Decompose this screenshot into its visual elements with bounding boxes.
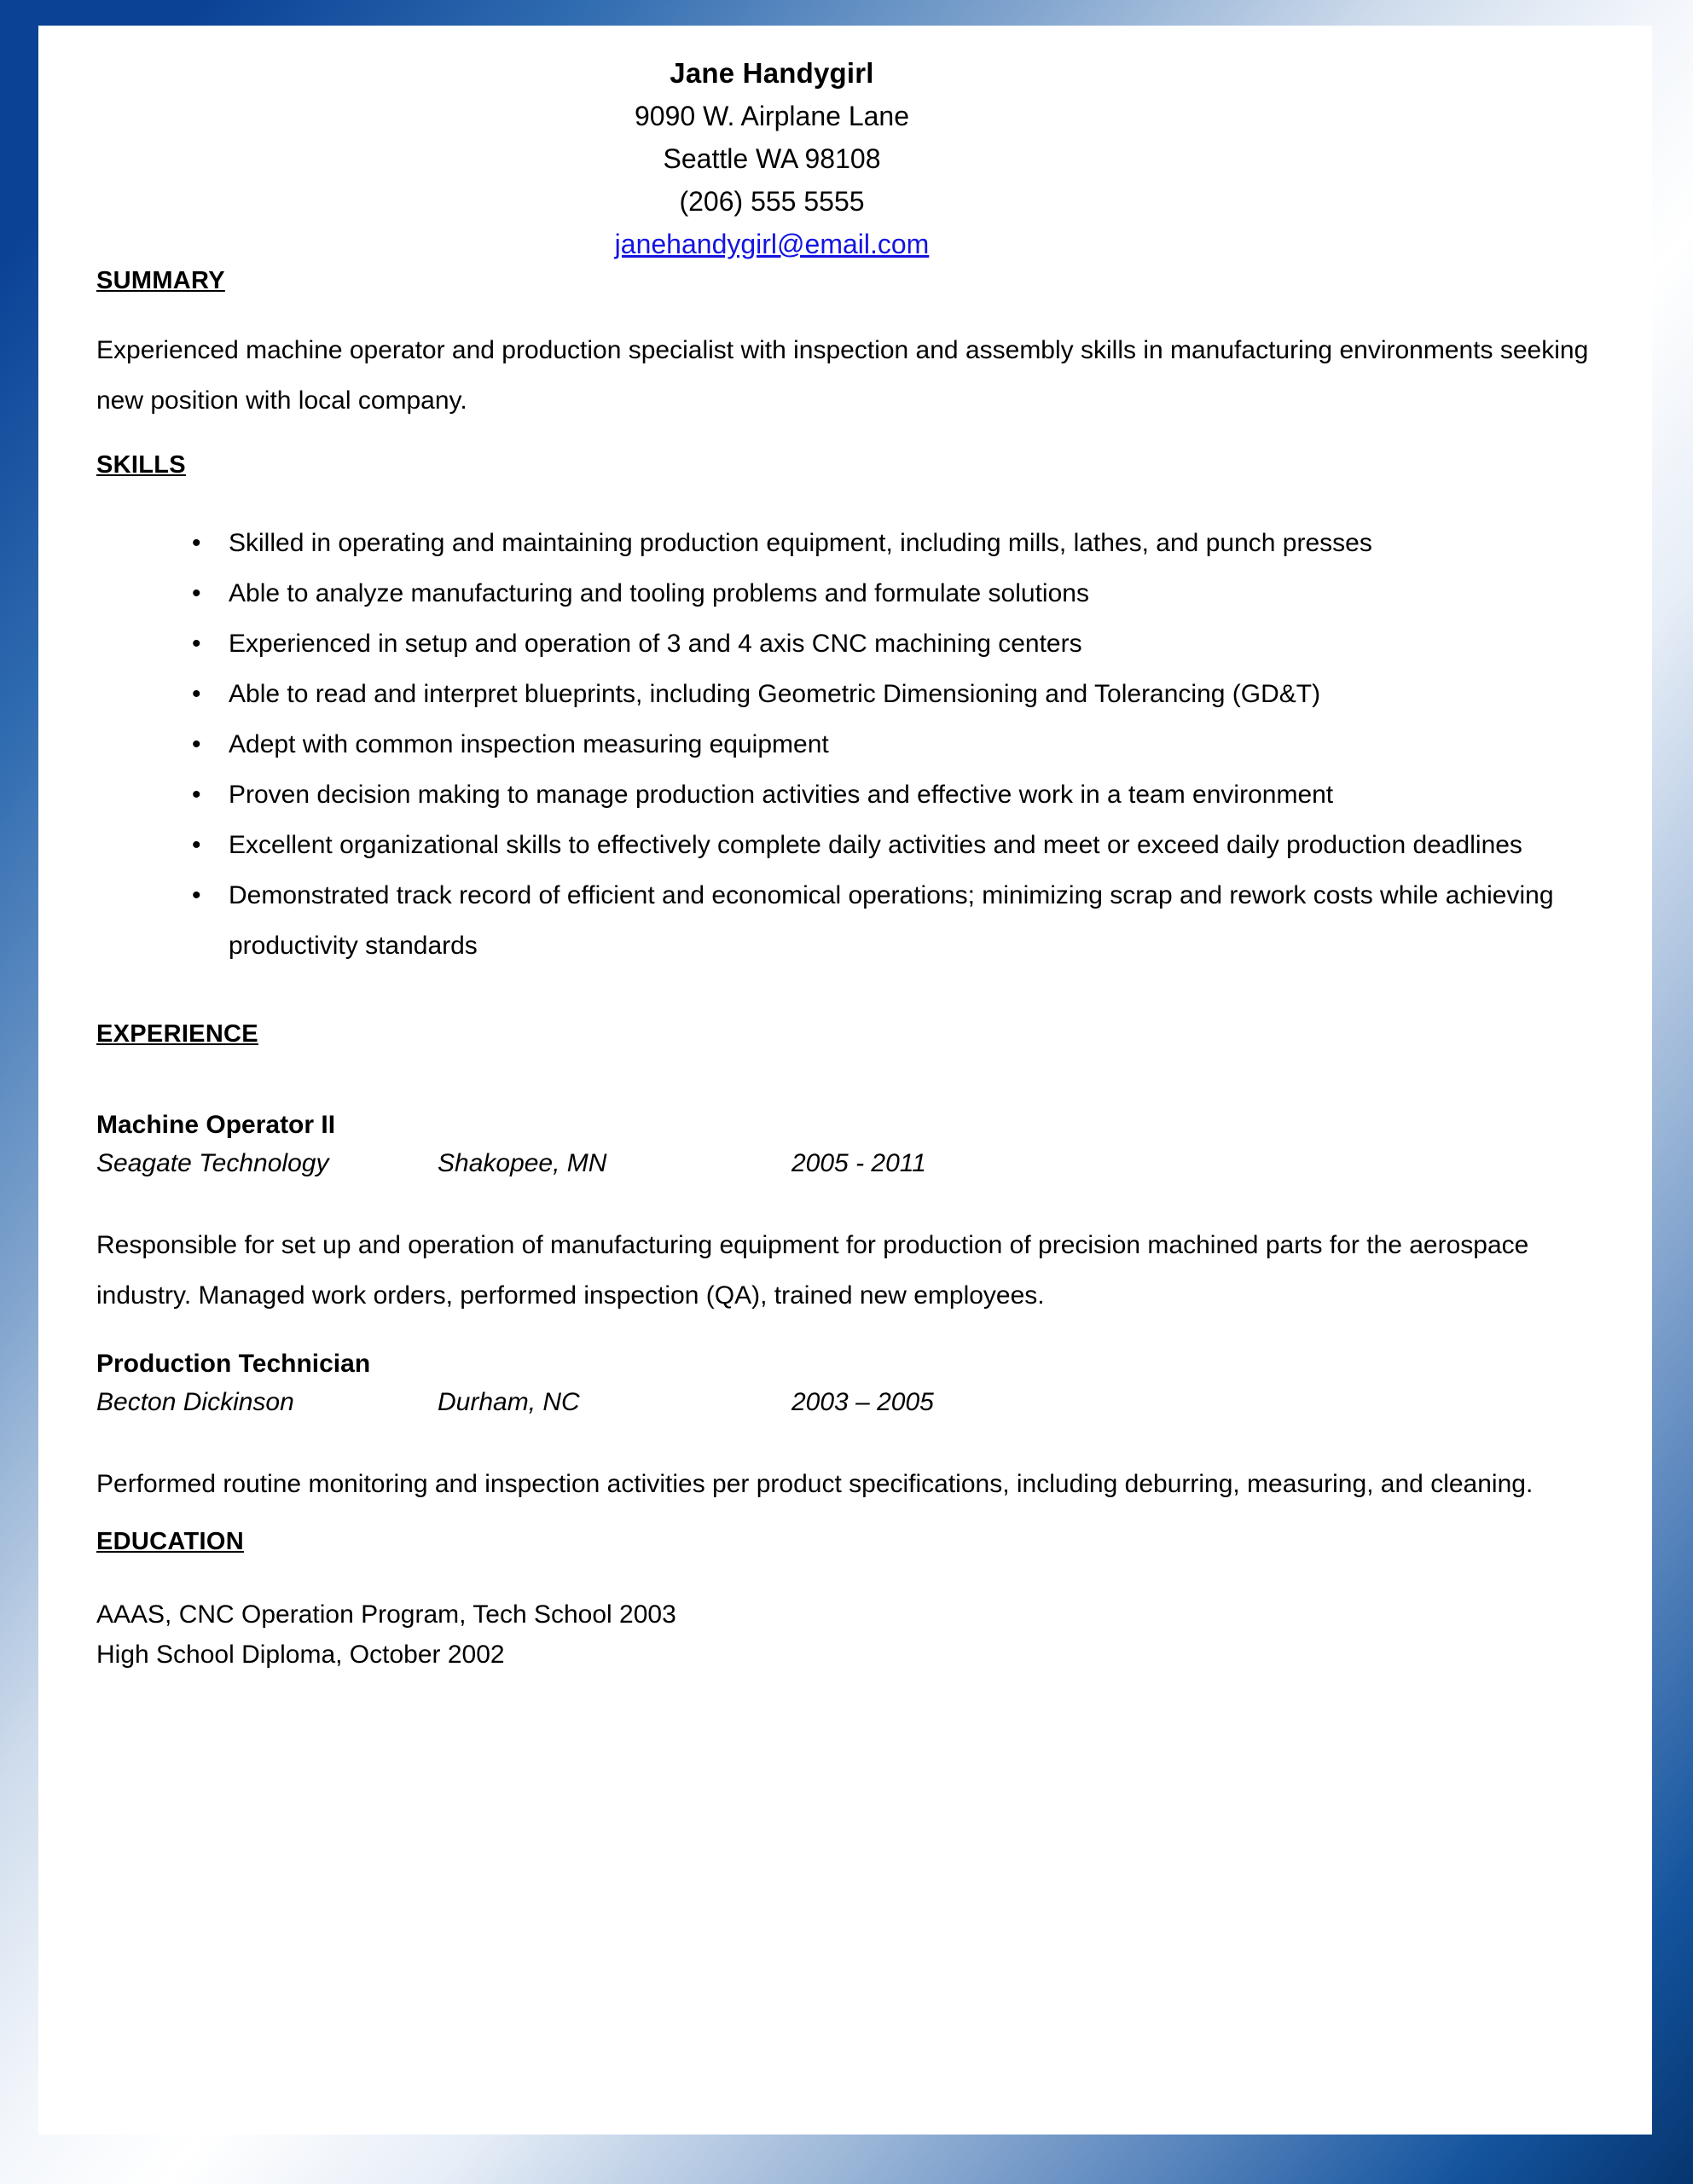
experience-entry: [96, 1106, 1601, 1321]
job-title: Machine Operator II: [96, 1111, 336, 1139]
list-item: • Proven decision making to manage production activities and effective work in a team environment: [96, 770, 1601, 820]
job-location: Durham, NC: [438, 1388, 580, 1416]
summary-body: Experienced machine operator and production specialist with inspection and assembly skills in manufacturing environments seeking new position with local company.: [96, 336, 1589, 415]
email-link[interactable]: janehandygirl@email.com: [614, 229, 930, 259]
education-list: [96, 1594, 1601, 1675]
list-item: • Experienced in setup and operation of 3 and 4 axis CNC machining centers: [96, 619, 1601, 669]
resume-page: [38, 26, 1652, 2135]
list-item: • Able to read and interpret blueprints, including Geometric Dimensioning and Tolerancing (GD&T): [96, 669, 1601, 719]
job-location: Shakopee, MN: [438, 1149, 607, 1177]
list-item: • Demonstrated track record of efficient and economical operations; minimizing scrap and rework costs while achieving productivity standards: [96, 870, 1601, 971]
job-description: Responsible for set up and operation of manufacturing equipment for production of precision machined parts for the aerospace industry. Managed work orders, performed inspection (QA), trained new employees.: [96, 1231, 1529, 1310]
section-heading-skills: SKILLS: [96, 451, 186, 479]
candidate-name: Jane Handygirl: [670, 57, 874, 89]
list-item: AAAS, CNC Operation Program, Tech School 2003: [96, 1600, 676, 1629]
section-heading-education: EDUCATION: [96, 1528, 244, 1555]
contact-header: [96, 51, 1601, 265]
address-line-2: Seattle WA 98108: [663, 143, 881, 174]
section-heading-experience: EXPERIENCE: [96, 1020, 258, 1048]
experience-entry: [96, 1345, 1601, 1509]
job-company: Becton Dickinson: [96, 1388, 294, 1416]
section-heading-summary: SUMMARY: [96, 267, 225, 294]
phone-number: (206) 555 5555: [679, 186, 865, 217]
job-company: Seagate Technology: [96, 1149, 329, 1177]
job-description: Performed routine monitoring and inspection activities per product specifications, including deburring, measuring, and cleaning.: [96, 1470, 1534, 1498]
list-item: • Excellent organizational skills to effectively complete daily activities and meet or exceed daily production deadlines: [96, 820, 1601, 870]
list-item: High School Diploma, October 2002: [96, 1641, 505, 1669]
job-meta: [96, 1383, 1601, 1421]
job-meta: [96, 1144, 1601, 1182]
skills-list: [96, 518, 1601, 971]
job-dates: 2003 – 2005: [791, 1388, 934, 1416]
list-item: • Adept with common inspection measuring equipment: [96, 719, 1601, 770]
job-dates: 2005 - 2011: [791, 1149, 926, 1177]
resume-content: [96, 51, 1601, 1675]
job-title: Production Technician: [96, 1350, 371, 1378]
address-line-1: 9090 W. Airplane Lane: [634, 101, 909, 131]
list-item: • Skilled in operating and maintaining production equipment, including mills, lathes, and punch presses: [96, 518, 1601, 568]
list-item: • Able to analyze manufacturing and tooling problems and formulate solutions: [96, 568, 1601, 619]
